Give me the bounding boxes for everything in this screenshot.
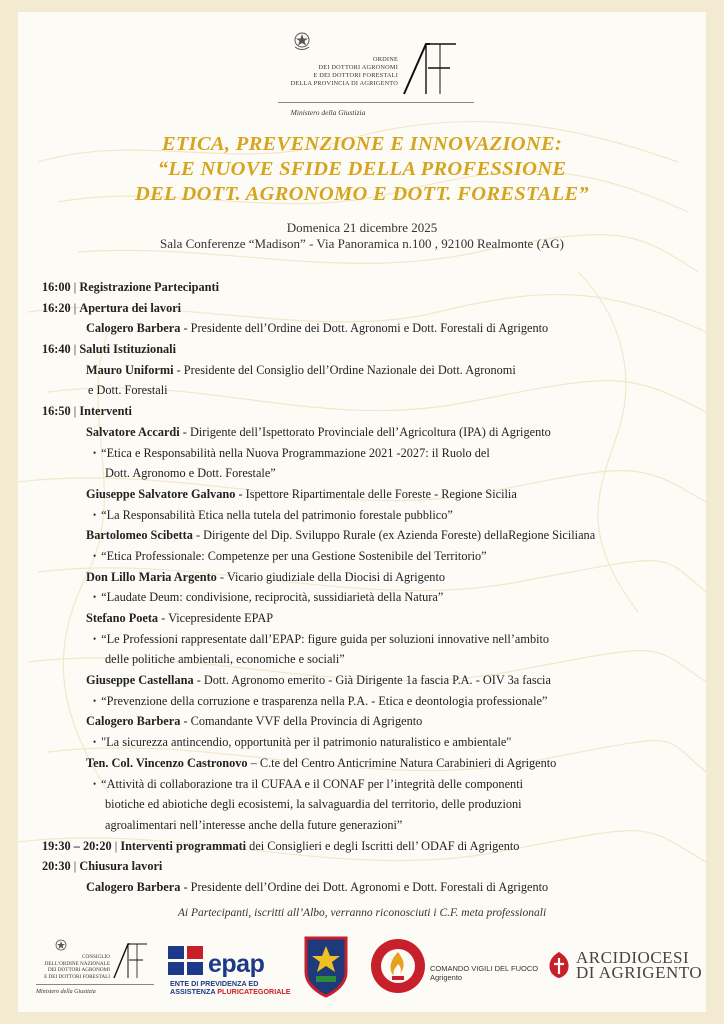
talk-title — [42, 505, 702, 526]
time-separator: | — [70, 859, 80, 874]
continuation-line — [42, 380, 702, 401]
bullet-icon: • — [93, 737, 97, 748]
continuation-text: e Dott. Forestali — [88, 383, 168, 398]
epap-wordmark: epap — [208, 950, 265, 978]
talk-title — [42, 546, 702, 567]
speaker-row — [42, 484, 702, 505]
speaker-role: - Ispettore Ripartimentale delle Foreste - Regione Sicilia — [235, 486, 517, 501]
continuation-line — [42, 463, 702, 484]
speaker-name: Don Lillo Maria Argento — [86, 569, 217, 584]
slot-time: 16:50 — [42, 404, 71, 419]
speaker-row — [42, 608, 702, 629]
time-separator: | — [70, 300, 80, 315]
bullet-icon: • — [93, 592, 97, 603]
speaker-name: Giuseppe Salvatore Galvano — [86, 486, 236, 501]
arcidiocesi-logo — [546, 946, 703, 994]
slot-title: Interventi — [79, 404, 132, 419]
speaker-role: - Vicario giudiziale della Diocisi di Agrigento — [216, 569, 446, 584]
speaker-role: - Dott. Agronomo emerito - Già Dirigente 1a fascia P.A. - OIV 3a fascia — [193, 673, 551, 688]
program-list — [42, 277, 702, 898]
speaker-row — [42, 525, 702, 546]
talk-text: “Etica Professionale: Competenze per una Gestione Sostenibile del Territorio” — [101, 548, 487, 563]
arcidiocesi-line1: ARCIDIOCESI — [576, 948, 690, 967]
speaker-role: - Dirigente del Dip. Sviluppo Rurale (ex Azienda Foreste) dellaRegione Siciliana — [192, 528, 596, 543]
conaf-divider — [36, 984, 154, 985]
program-time-slot — [42, 401, 702, 422]
speaker-name: Ten. Col. Vincenzo Castronovo — [86, 755, 248, 770]
talk-text: “Attività di collaborazione tra il CUFAA e il CONAF per l’integrità delle componenti — [101, 776, 524, 791]
af-logo-icon — [400, 40, 462, 98]
vvf-logo — [370, 934, 556, 1000]
conaf-ministry: Ministero della Giustizia — [36, 989, 96, 995]
talk-text: "La sicurezza antincendio, opportunità per il patrimonio naturalistico e ambientale" — [101, 735, 512, 750]
speaker-name: Bartolomeo Scibetta — [86, 528, 193, 543]
program-time-slot — [42, 339, 702, 360]
time-separator: | — [111, 838, 121, 853]
slot-detail: dei Consiglieri e degli Iscritti dell’ ODAF di Agrigento — [246, 838, 520, 853]
talk-title — [42, 732, 702, 753]
bullet-icon: • — [93, 447, 97, 458]
event-title: ETICA, PREVENZIONE E INNOVAZIONE: “LE NUOVE SFIDE DELLA PROFESSIONE DEL DOTT. AGRONOMO E DOTT. FORESTALE” — [134, 133, 589, 205]
talk-title — [42, 443, 702, 464]
header-divider — [278, 102, 474, 103]
event-date: Domenica 21 dicembre 2025 — [286, 220, 438, 235]
talk-title — [42, 587, 702, 608]
conaf-name: CONSIGLIO DELL’ORDINE NAZIONALE DEI DOTTORI AGRONOMI E DEI DOTTORI FORESTALI — [44, 954, 110, 980]
credits-note: Ai Partecipanti, iscritti all’Albo, verranno riconosciuti i C.F. meta professionali — [177, 907, 547, 919]
carabinieri-crest-icon — [302, 934, 350, 1000]
italian-emblem-icon — [54, 938, 68, 952]
speaker-row — [42, 877, 702, 898]
speaker-name: Salvatore Accardi — [86, 424, 180, 439]
talk-text: “Laudate Deum: condivisione, reciprocità, sussidiarietà della Natura” — [101, 590, 444, 605]
diocese-cross-icon — [546, 950, 572, 980]
epap-subtitle: ENTE DI PREVIDENZA ED ASSISTENZA PLURICATEGORIALE — [170, 979, 291, 997]
speaker-name: Mauro Uniformi — [86, 362, 174, 377]
speaker-row — [42, 318, 702, 339]
talk-title — [42, 629, 702, 650]
bullet-icon: • — [93, 550, 97, 561]
continuation-text: biotiche ed abiotiche degli ecosistemi, la salvaguardia del territorio, delle produzioni — [105, 797, 522, 812]
continuation-line — [42, 815, 702, 836]
talk-text: “La Responsabilità Etica nella tutela del patrimonio forestale pubblico” — [101, 507, 453, 522]
continuation-line — [42, 794, 702, 815]
slot-title: Apertura dei lavori — [79, 300, 182, 315]
speaker-row — [42, 670, 702, 691]
talk-text: “Le Professioni rappresentate dall’EPAP: figure guida per soluzioni innovative nell’ambito — [101, 631, 550, 646]
bullet-icon: • — [93, 778, 97, 789]
bullet-icon: • — [93, 695, 97, 706]
ministry-label: Ministero della Giustizia — [290, 108, 366, 117]
speaker-role: - Presidente dell’Ordine dei Dott. Agronomi e Dott. Forestali di Agrigento — [180, 879, 549, 894]
program-time-slot — [42, 836, 702, 857]
continuation-text: Dott. Agronomo e Dott. Forestale” — [105, 466, 276, 481]
speaker-row — [42, 567, 702, 588]
speaker-name: Giuseppe Castellana — [86, 673, 194, 688]
talk-title — [42, 774, 702, 795]
speaker-name: Stefano Poeta — [86, 611, 159, 625]
sponsor-logos — [18, 932, 706, 1012]
speaker-role: - Vicepresidente EPAP — [158, 611, 274, 625]
slot-time: 16:20 — [42, 300, 71, 315]
slot-title: Registrazione Partecipanti — [79, 280, 219, 294]
program-time-slot — [42, 856, 702, 877]
speaker-name: Calogero Barbera — [86, 879, 181, 894]
bullet-icon: • — [93, 509, 97, 520]
speaker-name: Calogero Barbera — [86, 714, 181, 729]
time-separator: | — [70, 404, 80, 419]
slot-title: Chiusura lavori — [79, 859, 163, 874]
header-logo-block — [278, 30, 478, 130]
speaker-name: Calogero Barbera — [86, 321, 181, 336]
slot-time: 20:30 — [42, 859, 71, 874]
conaf-logo — [36, 938, 156, 1010]
vvf-name: COMANDO VIGILI DEL FUOCO Agrigento — [430, 964, 539, 982]
epap-logo — [168, 938, 298, 1008]
epap-squares-icon — [168, 946, 204, 976]
slot-title: Interventi programmati — [120, 838, 247, 853]
italian-emblem-icon — [292, 30, 312, 52]
arcidiocesi-line2: DI AGRIGENTO — [576, 963, 703, 982]
talk-text: “Prevenzione della corruzione e trasparenza nella P.A. - Etica e deontologia professionale” — [101, 693, 548, 708]
slot-time: 16:40 — [42, 342, 71, 357]
speaker-row — [42, 711, 702, 732]
af-logo-icon — [112, 942, 150, 980]
slot-title: Saluti Istituzionali — [79, 342, 177, 357]
slot-time: 19:30 – 20:20 — [42, 838, 112, 853]
event-venue: Sala Conferenze “Madison” - Via Panoramica n.100 , 92100 Realmonte (AG) — [159, 236, 565, 251]
speaker-role: - Presidente del Consiglio dell’Ordine Nazionale dei Dott. Agronomi — [173, 362, 516, 377]
speaker-role: - Presidente dell’Ordine dei Dott. Agronomi e Dott. Forestali di Agrigento — [180, 321, 549, 336]
speaker-role: - Comandante VVF della Provincia di Agrigento — [180, 714, 423, 729]
speaker-role: – C.te del Centro Anticrimine Natura Carabinieri di Agrigento — [247, 755, 557, 770]
time-separator: | — [70, 280, 80, 294]
talk-text: “Etica e Responsabilità nella Nuova Programmazione 2021 -2027: il Ruolo del — [101, 445, 490, 460]
program-time-slot — [42, 277, 702, 298]
order-name: ORDINE DEI DOTTORI AGRONOMI E DEI DOTTORI FORESTALI DELLA PROVINCIA DI AGRIGENTO — [290, 56, 398, 87]
slot-time: 16:00 — [42, 280, 71, 294]
continuation-text: delle politiche ambientali, economiche e sociali” — [105, 652, 345, 667]
program-time-slot — [42, 298, 702, 319]
time-separator: | — [70, 342, 80, 357]
talk-title — [42, 691, 702, 712]
bullet-icon: • — [93, 633, 97, 644]
speaker-row — [42, 360, 702, 381]
speaker-role: - Dirigente dell’Ispettorato Provinciale dell’Agricoltura (IPA) di Agrigento — [179, 424, 551, 439]
flyer-sheet — [18, 12, 706, 1012]
speaker-row — [42, 753, 702, 774]
speaker-row — [42, 422, 702, 443]
continuation-text: agroalimentari nell’interesse anche della future generazioni” — [105, 817, 403, 832]
vvf-seal-icon — [370, 934, 426, 1000]
continuation-line — [42, 649, 702, 670]
